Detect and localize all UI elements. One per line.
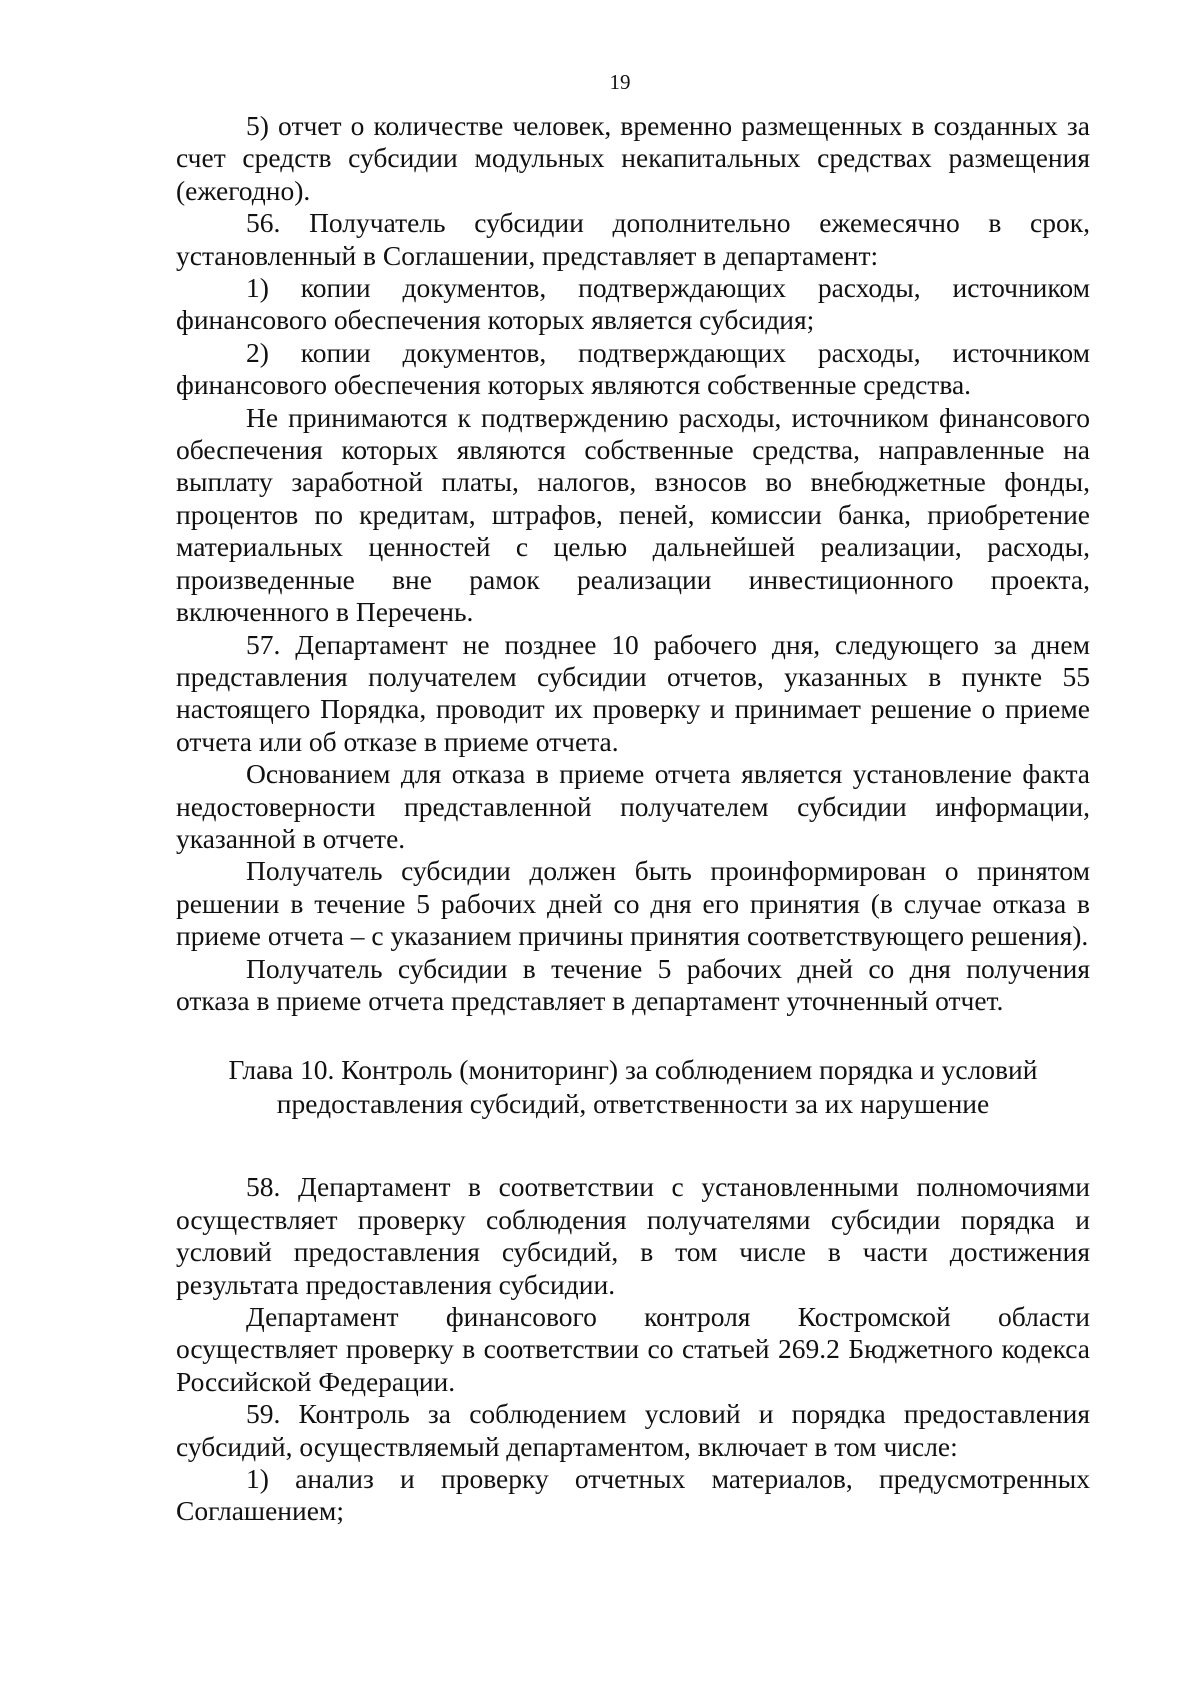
spacer — [176, 1017, 1090, 1053]
paragraph: 56. Получатель субсидии дополнительно ежемесячно в срок, установленный в Соглашении, представляет в департамент: — [176, 207, 1090, 271]
paragraph: Получатель субсидии должен быть проинформирован о принятом решении в течение 5 рабочих дней со дня его принятия (в случае отказа в приеме отчета – с указанием причины принятия соответствующего решения). — [176, 855, 1090, 952]
paragraph: 2) копии документов, подтверждающих расходы, источником финансового обеспечения которых являются собственные средства. — [176, 336, 1090, 401]
chapter-heading-line-2: предоставления субсидий, ответственности за их нарушение — [276, 1088, 990, 1120]
paragraph: 5) отчет о количестве человек, временно размещенных в созданных за счет средств субсидии модульных некапитальных средствах размещения (ежегодно). — [176, 110, 1090, 206]
paragraph: Основанием для отказа в приеме отчета является установление факта недостоверности представленной получателем субсидии информации, указанной в отчете. — [176, 758, 1090, 854]
chapter-heading — [176, 1053, 1090, 1121]
spacer — [176, 1121, 1090, 1171]
paragraph: Получатель субсидии в течение 5 рабочих дней со дня получения отказа в приеме отчета представляет в департамент уточненный отчет. — [176, 952, 1090, 1016]
paragraph: 1) копии документов, подтверждающих расходы, источником финансового обеспечения которых является субсидия; — [176, 272, 1090, 336]
paragraph: 58. Департамент в соответствии с установленными полномочиями осуществляет проверку соблюдения получателями субсидии порядка и условий предоставления субсидий, в том числе в части достижения результата предоставления субсидии. — [176, 1171, 1090, 1300]
paragraph: 1) анализ и проверку отчетных материалов, предусмотренных Соглашением; — [176, 1463, 1090, 1527]
paragraph: 59. Контроль за соблюдением условий и порядка предоставления субсидий, осуществляемый департаментом, включает в том числе: — [176, 1398, 1090, 1462]
paragraph: 57. Департамент не позднее 10 рабочего дня, следующего за днем представления получателем субсидии отчетов, указанных в пункте 55 настоящего Порядка, проводит их проверку и принимает решение о приеме отчета или об отказе в приеме отчета. — [176, 628, 1090, 757]
chapter-heading-line-1: Глава 10. Контроль (мониторинг) за соблюдением порядка и условий — [228, 1054, 1038, 1086]
page-number: 19 — [609, 70, 631, 94]
document-body — [176, 110, 1090, 1528]
paragraph: Не принимаются к подтверждению расходы, источником финансового обеспечения которых являются собственные средства, направленные на выплату заработной платы, налогов, взносов во внебюджетные фонды, процентов по кредитам, штрафов, пеней, комиссии банка, приобретение материальных ценностей с целью дальнейшей реализации, расходы, произведенные вне рамок реализации инвестиционного проекта, включенного в Перечень. — [176, 401, 1090, 628]
paragraph: Департамент финансового контроля Костромской области осуществляет проверку в соответствии со статьей 269.2 Бюджетного кодекса Российской Федерации. — [176, 1301, 1090, 1397]
